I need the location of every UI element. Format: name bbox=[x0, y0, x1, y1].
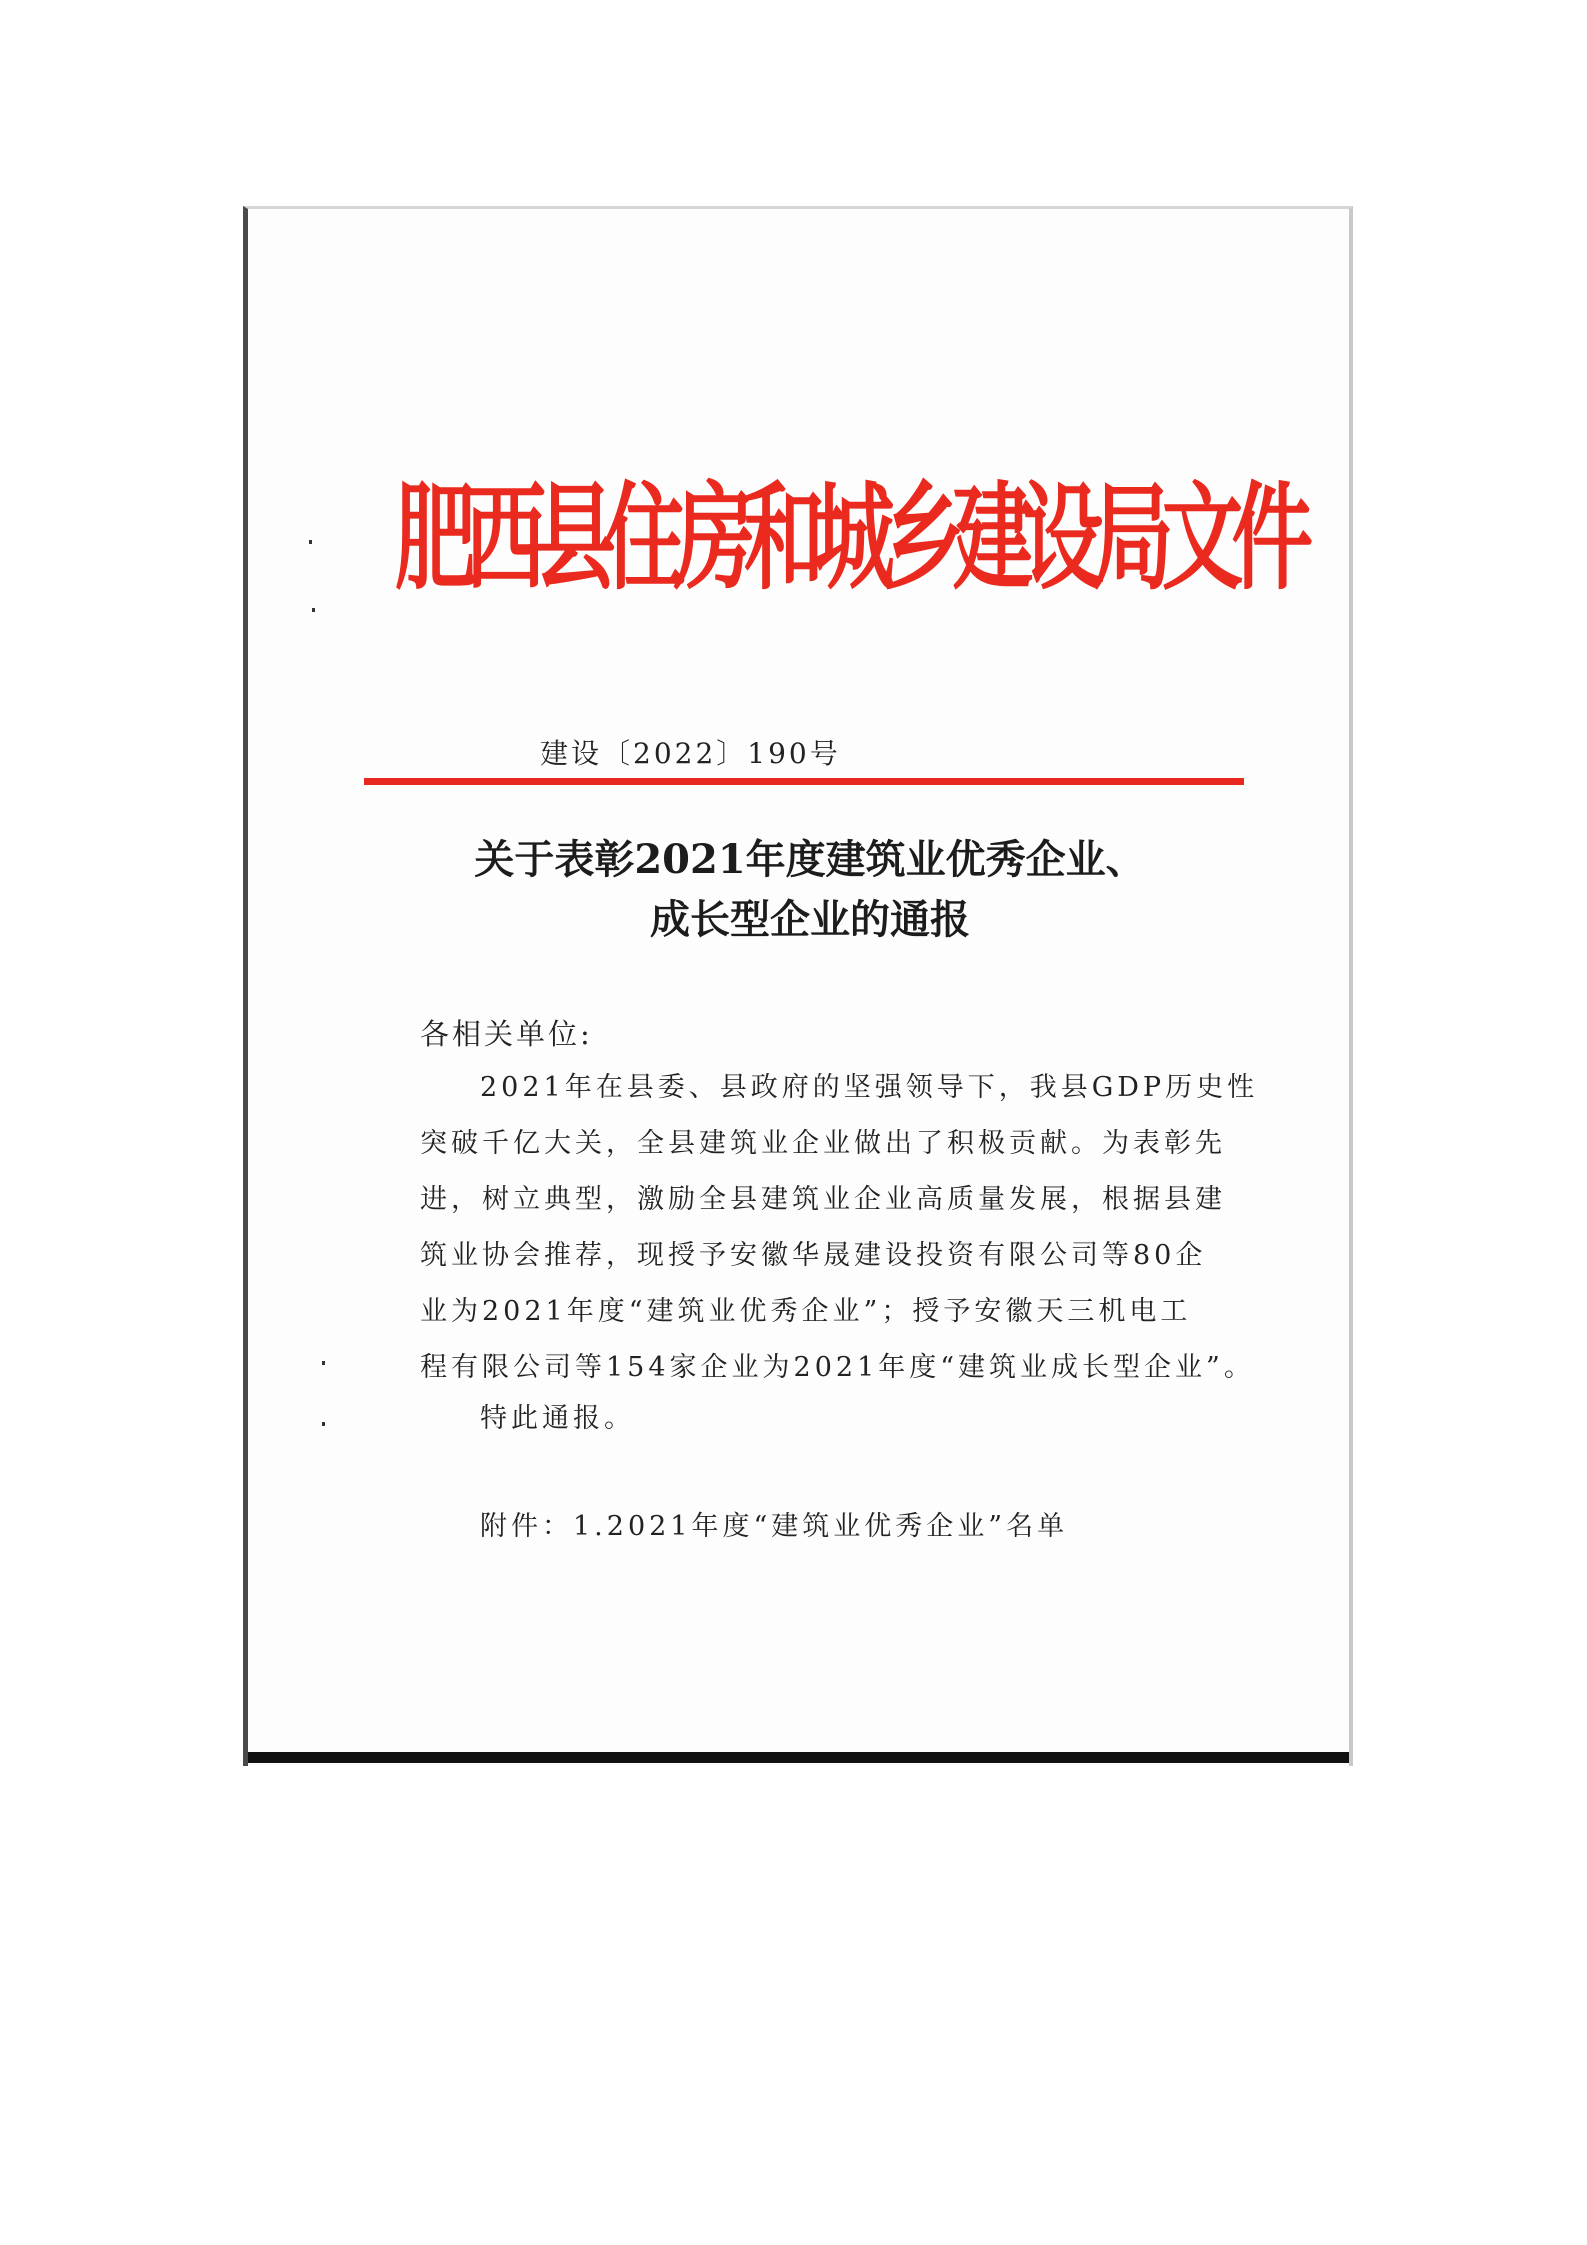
body-line: 突破千亿大关，全县建筑业企业做出了积极贡献。为表彰先 bbox=[420, 1128, 1226, 1159]
closing-line: 特此通报。 bbox=[480, 1403, 635, 1434]
body-paragraph bbox=[420, 1060, 1259, 1396]
body-line: 进，树立典型，激励全县建筑业企业高质量发展，根据县建 bbox=[420, 1184, 1226, 1215]
red-separator-rule bbox=[364, 778, 1244, 785]
scan-speck bbox=[309, 540, 312, 544]
body-line: 业为2021年度“建筑业优秀企业”；授予安徽天三机电工 bbox=[420, 1296, 1192, 1327]
body-line: 程有限公司等154家企业为2021年度“建筑业成长型企业”。 bbox=[420, 1352, 1255, 1383]
scan-speck bbox=[312, 608, 315, 612]
body-line: 筑业协会推荐，现授予安徽华晟建设投资有限公司等80企 bbox=[420, 1240, 1207, 1271]
scan-speck bbox=[322, 1361, 325, 1365]
scan-speck bbox=[322, 1422, 325, 1426]
document-number: 建设〔2022〕190号 bbox=[540, 737, 841, 770]
scan-bottom-edge bbox=[248, 1752, 1349, 1763]
body-line: 2021年在县委、县政府的坚强领导下，我县GDP历史性 bbox=[480, 1072, 1259, 1103]
attachment-line: 附件：1.2021年度“建筑业优秀企业”名单 bbox=[480, 1511, 1069, 1542]
notice-title-line-1: 关于表彰2021年度建筑业优秀企业、 bbox=[474, 836, 1146, 883]
salutation: 各相关单位: bbox=[420, 1017, 593, 1051]
masthead-title: 肥西县住房和城乡建设局文件 bbox=[395, 471, 1302, 607]
notice-title-line-2: 成长型企业的通报 bbox=[650, 896, 970, 943]
notice-title bbox=[420, 830, 1200, 950]
